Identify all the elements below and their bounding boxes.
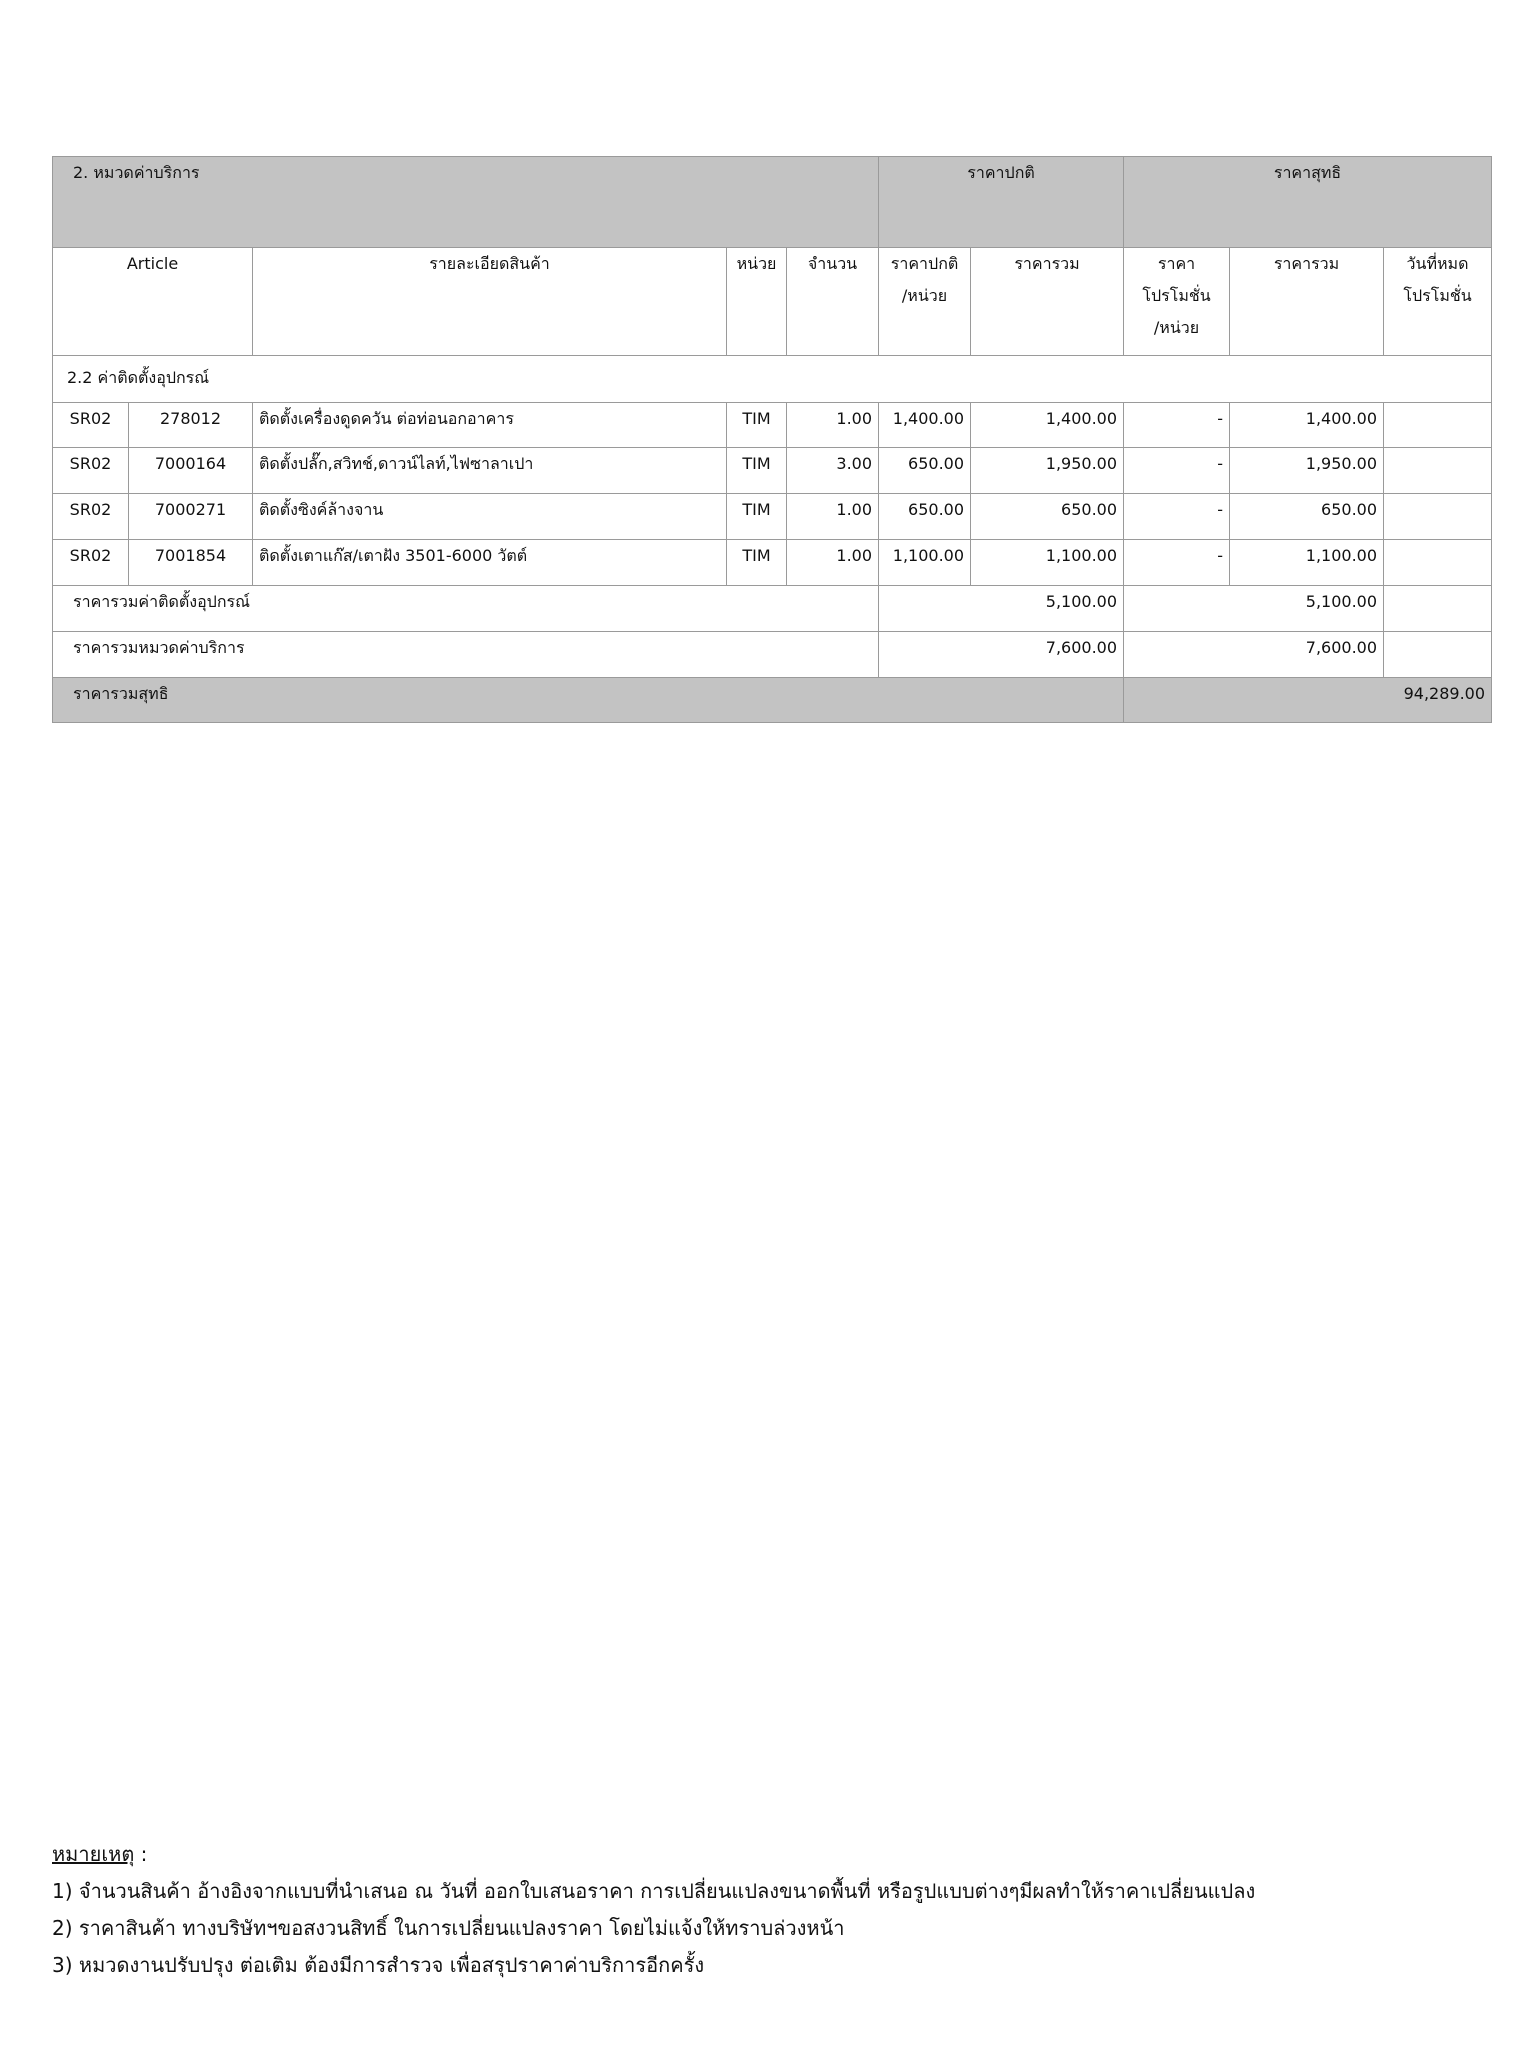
row-description: ติดตั้งเครื่องดูดควัน ต่อท่อนอกอาคาร <box>253 403 727 448</box>
col-regular-unit-price: ราคาปกติ /หน่วย <box>879 248 971 356</box>
row-promo-end <box>1384 540 1492 586</box>
row-promo-price: - <box>1124 494 1230 540</box>
col-quantity: จำนวน <box>787 248 879 356</box>
installation-subtotal-net: 5,100.00 <box>1124 586 1384 632</box>
row-unit-price: 1,100.00 <box>879 540 971 586</box>
installation-subtotal-row <box>53 586 1492 632</box>
section-header-row <box>53 157 1492 248</box>
row-promo-end <box>1384 494 1492 540</box>
notes-colon: : <box>134 1842 148 1866</box>
row-article: 7001854 <box>129 540 253 586</box>
row-net-total: 1,400.00 <box>1230 403 1384 448</box>
row-description: ติดตั้งซิงค์ล้างจาน <box>253 494 727 540</box>
row-unit: TIM <box>727 448 787 494</box>
grand-total-value: 94,289.00 <box>1124 678 1492 723</box>
table-row <box>53 494 1492 540</box>
notes-section <box>52 1836 1492 1984</box>
services-subtotal-row <box>53 632 1492 678</box>
row-code: SR02 <box>53 403 129 448</box>
grand-total-label: ราคารวมสุทธิ <box>53 678 1124 723</box>
row-unit-price: 650.00 <box>879 448 971 494</box>
notes-title: หมายเหตุ <box>52 1842 135 1866</box>
column-header-row <box>53 248 1492 356</box>
table-row <box>53 403 1492 448</box>
col-description: รายละเอียดสินค้า <box>253 248 727 356</box>
table-row <box>53 540 1492 586</box>
installation-subtotal-label: ราคารวมค่าติดตั้งอุปกรณ์ <box>53 586 879 632</box>
row-total: 650.00 <box>971 494 1124 540</box>
col-net-total: ราคารวม <box>1230 248 1384 356</box>
section-title: 2. หมวดค่าบริการ <box>53 157 879 248</box>
row-quantity: 1.00 <box>787 494 879 540</box>
col-article: Article <box>53 248 253 356</box>
row-description: ติดตั้งปลั๊ก,สวิทช์,ดาวน์ไลท์,ไฟซาลาเปา <box>253 448 727 494</box>
subsection-title: 2.2 ค่าติดตั้งอุปกรณ์ <box>53 356 1492 403</box>
row-net-total: 1,100.00 <box>1230 540 1384 586</box>
col-promo-unit-price: ราคา โปรโมชั่น /หน่วย <box>1124 248 1230 356</box>
row-promo-price: - <box>1124 403 1230 448</box>
row-promo-end <box>1384 448 1492 494</box>
grand-total-row <box>53 678 1492 723</box>
col-unit: หน่วย <box>727 248 787 356</box>
regular-price-group-header: ราคาปกติ <box>879 157 1124 248</box>
subsection-row <box>53 356 1492 403</box>
note-item: 3) หมวดงานปรับปรุง ต่อเติม ต้องมีการสำรวจ เพื่อสรุปราคาค่าบริการอีกครั้ง <box>52 1953 705 1977</box>
services-quotation-table <box>52 156 1492 723</box>
col-promo-end-date: วันที่หมด โปรโมชั่น <box>1384 248 1492 356</box>
row-article: 7000271 <box>129 494 253 540</box>
row-code: SR02 <box>53 448 129 494</box>
row-code: SR02 <box>53 494 129 540</box>
row-total: 1,100.00 <box>971 540 1124 586</box>
installation-subtotal-regular: 5,100.00 <box>879 586 1124 632</box>
note-item: 1) จำนวนสินค้า อ้างอิงจากแบบที่นำเสนอ ณ วันที่ ออกใบเสนอราคา การเปลี่ยนแปลงขนาดพื้นที่ หรือรูปแบบต่างๆมีผลทำให้ราคาเปลี่ยนแปลง <box>52 1879 1256 1903</box>
note-item: 2) ราคาสินค้า ทางบริษัทฯขอสงวนสิทธิ์ ในการเปลี่ยนแปลงราคา โดยไม่แจ้งให้ทราบล่วงหน้า <box>52 1916 845 1940</box>
row-unit: TIM <box>727 403 787 448</box>
row-promo-price: - <box>1124 448 1230 494</box>
row-quantity: 3.00 <box>787 448 879 494</box>
notes-heading <box>52 1836 1492 1873</box>
row-unit: TIM <box>727 540 787 586</box>
row-quantity: 1.00 <box>787 540 879 586</box>
row-promo-price: - <box>1124 540 1230 586</box>
services-subtotal-regular: 7,600.00 <box>879 632 1124 678</box>
row-unit: TIM <box>727 494 787 540</box>
row-total: 1,400.00 <box>971 403 1124 448</box>
row-article: 7000164 <box>129 448 253 494</box>
net-price-group-header: ราคาสุทธิ <box>1124 157 1492 248</box>
table-row <box>53 448 1492 494</box>
row-net-total: 650.00 <box>1230 494 1384 540</box>
col-regular-total: ราคารวม <box>971 248 1124 356</box>
services-subtotal-net: 7,600.00 <box>1124 632 1384 678</box>
row-description: ติดตั้งเตาแก๊ส/เตาฝัง 3501-6000 วัตต์ <box>253 540 727 586</box>
row-code: SR02 <box>53 540 129 586</box>
row-total: 1,950.00 <box>971 448 1124 494</box>
row-unit-price: 650.00 <box>879 494 971 540</box>
row-promo-end <box>1384 403 1492 448</box>
row-article: 278012 <box>129 403 253 448</box>
services-subtotal-label: ราคารวมหมวดค่าบริการ <box>53 632 879 678</box>
row-unit-price: 1,400.00 <box>879 403 971 448</box>
row-quantity: 1.00 <box>787 403 879 448</box>
row-net-total: 1,950.00 <box>1230 448 1384 494</box>
